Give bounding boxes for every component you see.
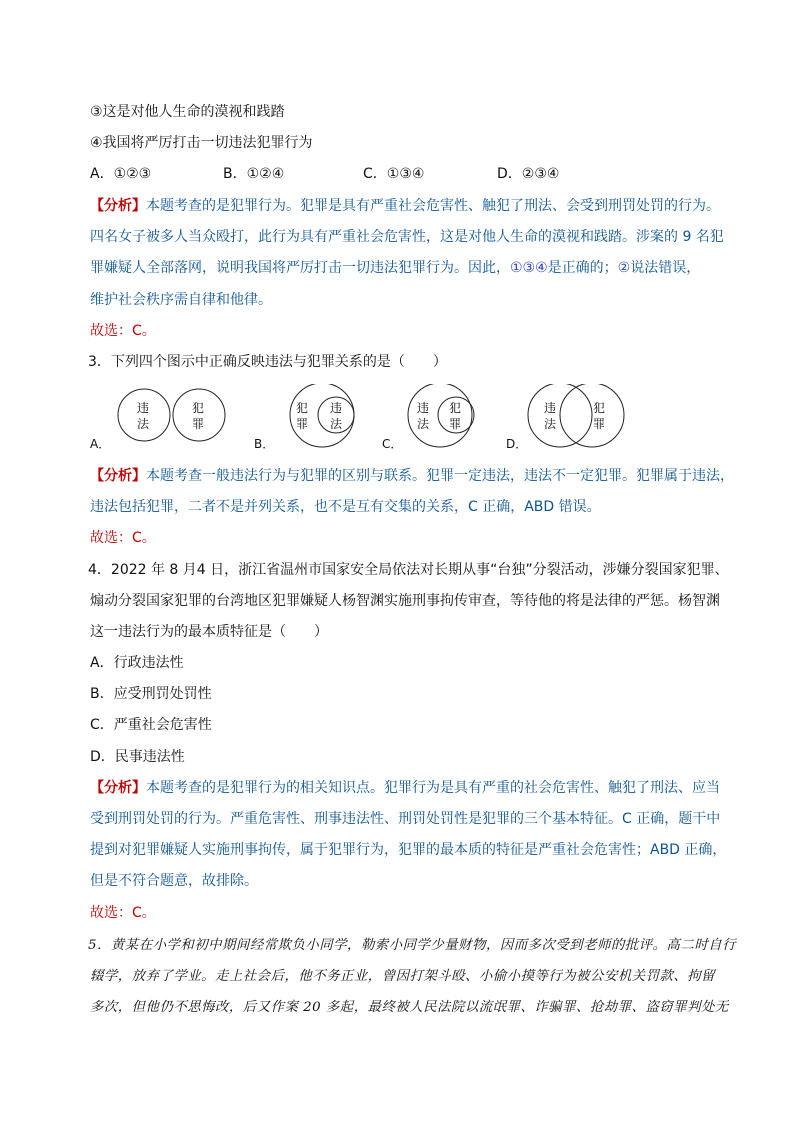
analysis-tag: 【分析】 xyxy=(90,468,146,484)
option-label-d: D． xyxy=(506,437,528,451)
q4-stem-line-2: 煽动分裂国家犯罪的台湾地区犯罪嫌疑人杨智渊实施刑事拘传审查，等待他的将是法律的严惩。杨智渊 xyxy=(90,593,720,609)
label-fa-a: 法 xyxy=(137,417,150,431)
option-label-c: C． xyxy=(382,437,403,451)
label-zui-d: 罪 xyxy=(593,417,606,431)
label-fa-d: 法 xyxy=(544,417,557,431)
option-label-a: A． xyxy=(90,437,111,451)
label-fan-a: 犯 xyxy=(192,401,205,415)
label-zui-b: 罪 xyxy=(296,417,309,431)
q4-option-d: D．民事违法性 xyxy=(90,749,185,765)
q4-option-a: A．行政违法性 xyxy=(90,655,184,671)
circle-crime-b xyxy=(290,384,354,447)
prev-analysis-line-2: 四名女子被多人当众殴打，此行为具有严重社会危害性，这是对他人生命的漠视和践踏。涉案的 9 名犯 xyxy=(90,229,724,245)
statement-4: ④我国将严厉打击一切违法犯罪行为 xyxy=(90,135,313,151)
analysis-text: 说法错误， xyxy=(630,260,701,276)
q3-stem: 3．下列四个图示中正确反映违法与犯罪关系的是（ ） xyxy=(88,354,447,370)
label-wei-a: 违 xyxy=(137,401,150,415)
q4-analysis-line-3: 提到对犯罪嫌疑人实施刑事拘传，属于犯罪行为，犯罪的最本质的特征是严重社会危害性；ABD 正确， xyxy=(90,842,727,858)
analysis-tag: 【分析】 xyxy=(90,780,146,796)
option-c: C．①③④ xyxy=(363,166,425,182)
option-a: A．①②③ xyxy=(90,166,152,182)
q3-analysis-line-1 xyxy=(90,466,734,486)
q5-line-2: 辍学，放弃了学业。走上社会后，他不务正业，曾因打架斗殴、小偷小摸等行为被公安机关罚款、拘留 xyxy=(90,969,716,984)
statement-3: ③这是对他人生命的漠视和践踏 xyxy=(90,104,285,120)
q5-line-3: 多次，但他仍不思悔改，后又作案 20 多起，最终被人民法院以流氓罪、诈骗罪、抢劫罪、盗窃罪判处无 xyxy=(90,1000,729,1015)
circle-crime-a xyxy=(173,389,225,441)
q3-analysis-line-2: 违法包括犯罪，二者不是并列关系，也不是互有交集的关系，C 正确，ABD 错误。 xyxy=(90,499,601,515)
label-fan-d: 犯 xyxy=(593,401,606,415)
label-wei-c: 违 xyxy=(417,401,430,415)
circled-number: ② xyxy=(617,260,631,276)
prev-analysis-line-4: 维护社会秩序需自律和他律。 xyxy=(90,292,272,308)
q4-stem-line-3: 这一违法行为的最本质特征是（ ） xyxy=(90,624,328,640)
option-label-b: B． xyxy=(254,437,275,451)
prev-options xyxy=(90,164,559,184)
q5-line-1: 5．黄某在小学和初中期间经常欺负小同学，勒索小同学少量财物，因而多次受到老师的批评。高二时自行 xyxy=(88,938,736,953)
label-wei-d: 违 xyxy=(544,401,557,415)
analysis-text: 罪嫌疑人全部落网，说明我国将严厉打击一切违法犯罪行为。因此， xyxy=(90,260,510,276)
q4-analysis-line-2: 受到刑罚处罚的行为。严重危害性、刑事违法性、刑罚处罚性是犯罪的三个基本特征。C 正确，题干中 xyxy=(90,811,721,827)
circle-illegal-a xyxy=(118,389,170,441)
prev-choice: 故选：C。 xyxy=(90,323,156,339)
label-wei-b: 违 xyxy=(330,401,343,415)
q4-stem-line-1: 4．2022 年 8 月4 日，浙江省温州市国家安全局依法对长期从事“台独”分裂活动，涉嫌分裂国家犯罪、 xyxy=(88,562,729,578)
q3-figures xyxy=(90,384,710,454)
label-fa-b: 法 xyxy=(330,417,343,431)
prev-analysis-line-3 xyxy=(90,258,700,278)
q4-choice: 故选：C。 xyxy=(90,905,156,921)
analysis-text: 本题考查一般违法行为与犯罪的区别与联系。犯罪一定违法，违法不一定犯罪。犯罪属于违法， xyxy=(146,468,734,484)
option-b: B．①②④ xyxy=(223,166,285,182)
prev-analysis-line-1 xyxy=(90,196,720,216)
label-fan-c: 犯 xyxy=(449,401,462,415)
q4-analysis-line-4: 但是不符合题意，故排除。 xyxy=(90,873,258,889)
q4-option-c: C．严重社会危害性 xyxy=(90,717,212,733)
venn-diagrams xyxy=(90,384,710,454)
analysis-text: 本题考查的是犯罪行为的相关知识点。犯罪行为是具有严重的社会危害性、触犯了刑法、应当 xyxy=(146,780,720,796)
analysis-text: 本题考查的是犯罪行为。犯罪是具有严重社会危害性、触犯了刑法、会受到刑罚处罚的行为。 xyxy=(146,198,720,214)
label-zui-c: 罪 xyxy=(449,417,462,431)
analysis-tag: 【分析】 xyxy=(90,198,146,214)
q4-option-b: B．应受刑罚处罚性 xyxy=(90,686,212,702)
analysis-text: 是正确的； xyxy=(547,260,618,276)
q4-analysis-line-1 xyxy=(90,778,720,798)
label-zui-a: 罪 xyxy=(192,417,205,431)
circled-numbers: ①③④ xyxy=(510,260,548,276)
option-d: D．②③④ xyxy=(497,166,560,182)
q3-choice: 故选：C。 xyxy=(90,530,156,546)
circle-illegal-c xyxy=(408,384,472,447)
label-fa-c: 法 xyxy=(417,417,430,431)
label-fan-b: 犯 xyxy=(296,401,309,415)
